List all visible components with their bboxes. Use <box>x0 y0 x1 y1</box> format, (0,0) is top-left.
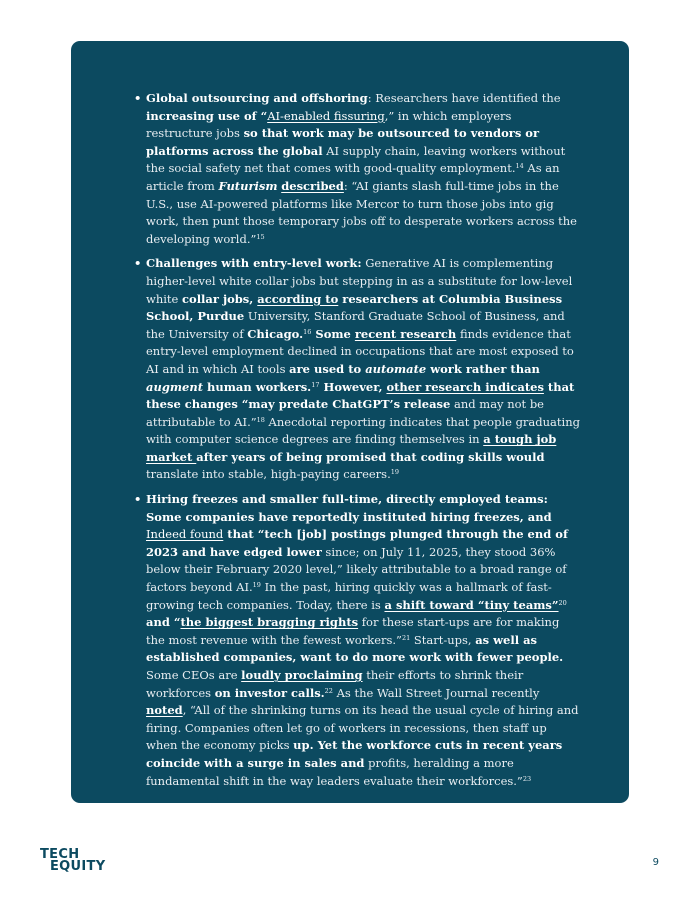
text-run: increasing use of “ <box>146 108 268 123</box>
inline-link[interactable]: the biggest bragging rights <box>180 615 359 630</box>
text-run: Some <box>311 326 355 341</box>
text-run: collar jobs, <box>182 291 258 306</box>
footnote-ref[interactable]: 19 <box>390 468 400 477</box>
text-run: augment <box>146 379 204 394</box>
bullet-item <box>133 90 581 248</box>
footnote-ref[interactable]: 20 <box>558 598 567 607</box>
text-run: Challenges with entry-level work: <box>146 256 362 271</box>
inline-link[interactable]: other research indicates <box>386 379 544 394</box>
inline-link[interactable]: AI-enabled fissuring <box>267 108 385 123</box>
logo-line-1: TECH <box>40 847 80 862</box>
text-run: researchers at Columbia Business School, Purdue <box>146 291 563 324</box>
text-run: Futurism <box>218 178 278 193</box>
text-run: ,” in which employers restructure jobs <box>146 108 512 141</box>
text-run: Hiring freezes and smaller full-time, directly employed teams: Some companies have reportedly instituted hiring freezes, and <box>146 492 552 524</box>
text-run: : Researchers have identified the <box>367 91 561 105</box>
text-run: as well as established companies, want to do more work with fewer people. <box>146 632 564 665</box>
text-run: profits, heralding a more fundamental shift in the way leaders evaluate their workforces.” <box>146 755 523 788</box>
text-run: and may not be attributable to AI.” <box>146 397 544 429</box>
inline-link[interactable]: a tough job market <box>146 432 557 464</box>
text-run: Global outsourcing and offshoring <box>146 91 368 105</box>
text-run: : “AI giants slash full-time jobs in the U.S., use AI-powered platforms like Mercor to turn those jobs into gig work, then punt those temporary jobs off to desperate workers across the developing world.” <box>146 178 577 246</box>
text-run: for these start-ups are for making the most revenue with the fewest workers.” <box>146 615 560 647</box>
text-run: Generative AI is complementing higher-level white collar jobs but stepping in as a substitute for low-level white <box>146 256 573 306</box>
inline-link[interactable]: loudly proclaiming <box>241 668 363 682</box>
footnote-ref[interactable]: 18 <box>256 415 265 424</box>
footnote-ref[interactable]: 23 <box>522 774 532 783</box>
text-run: Some CEOs are <box>146 668 242 682</box>
logo-line-2: EQUITY <box>50 859 106 874</box>
bullet-list <box>133 90 581 797</box>
text-run: after years of being promised that coding skills would <box>196 449 545 464</box>
text-run: , “All of the shrinking turns on its head the usual cycle of hiring and firing. Companies often let go of workers in recessions, then staff up when the economy picks <box>146 703 579 753</box>
inline-link[interactable]: recent research <box>354 326 457 341</box>
text-run: As the Wall Street Journal recently <box>332 685 540 700</box>
page-number: 9 <box>652 857 659 868</box>
inline-link[interactable]: Indeed found <box>146 527 224 542</box>
text-run: on investor calls. <box>214 685 325 700</box>
inline-link[interactable]: according to <box>257 291 339 306</box>
footnote-ref[interactable]: 14 <box>515 162 524 171</box>
text-run: Chicago. <box>247 326 304 341</box>
footnote-ref[interactable]: 22 <box>324 686 333 695</box>
text-run: translate into stable, high-paying careers. <box>146 467 391 482</box>
footnote-ref[interactable]: 15 <box>256 232 265 241</box>
text-run: work rather than <box>426 361 540 376</box>
text-run: finds evidence that entry-level employment declined in occupations that are most exposed to AI and in which AI tools <box>146 326 574 376</box>
text-run: that these changes “may predate ChatGPT’s release <box>146 379 575 412</box>
text-run: their efforts to shrink their workforces <box>146 668 524 700</box>
inline-link[interactable]: noted <box>146 703 183 718</box>
text-run: that “tech [job] postings plunged through the end of 2023 and have edged lower <box>146 527 568 559</box>
text-run: and “ <box>146 615 181 630</box>
text-run: AI supply chain, leaving workers without the social safety net that comes with good-quality employment. <box>146 143 566 176</box>
footnote-ref[interactable]: 19 <box>252 581 261 590</box>
text-run: automate <box>365 361 427 376</box>
bullet-item <box>133 491 581 790</box>
text-run: As an article from <box>146 161 560 193</box>
inline-link[interactable]: described <box>281 178 344 193</box>
inline-link[interactable]: a shift toward “tiny teams” <box>384 597 559 612</box>
footnote-ref[interactable]: 16 <box>303 327 312 336</box>
text-run: are used to <box>289 361 366 376</box>
text-run: so that work may be outsourced to vendors or platforms across the global <box>146 126 540 158</box>
footnote-ref[interactable]: 17 <box>311 380 320 389</box>
text-run: human workers. <box>203 379 312 394</box>
text-run: However, <box>319 379 387 394</box>
text-run: In the past, hiring quickly was a hallmark of fast-growing tech companies. Today, there is <box>146 580 552 612</box>
footnote-ref[interactable]: 21 <box>401 633 411 642</box>
text-run: up. Yet the workforce cuts in recent years coincide with a surge in sales and <box>146 738 563 770</box>
bullet-item <box>133 255 581 484</box>
text-run: University, Stanford Graduate School of Business, and the University of <box>146 309 565 341</box>
tech-equity-logo <box>40 849 105 873</box>
text-run: Anecdotal reporting indicates that people graduating with computer science degrees are finding themselves in <box>146 414 580 447</box>
text-run: since; on July 11, 2025, they stood 36% below their February 2020 level,” likely attributable to a broad range of factors beyond AI. <box>146 544 567 595</box>
text-run: Start-ups, <box>410 632 476 647</box>
